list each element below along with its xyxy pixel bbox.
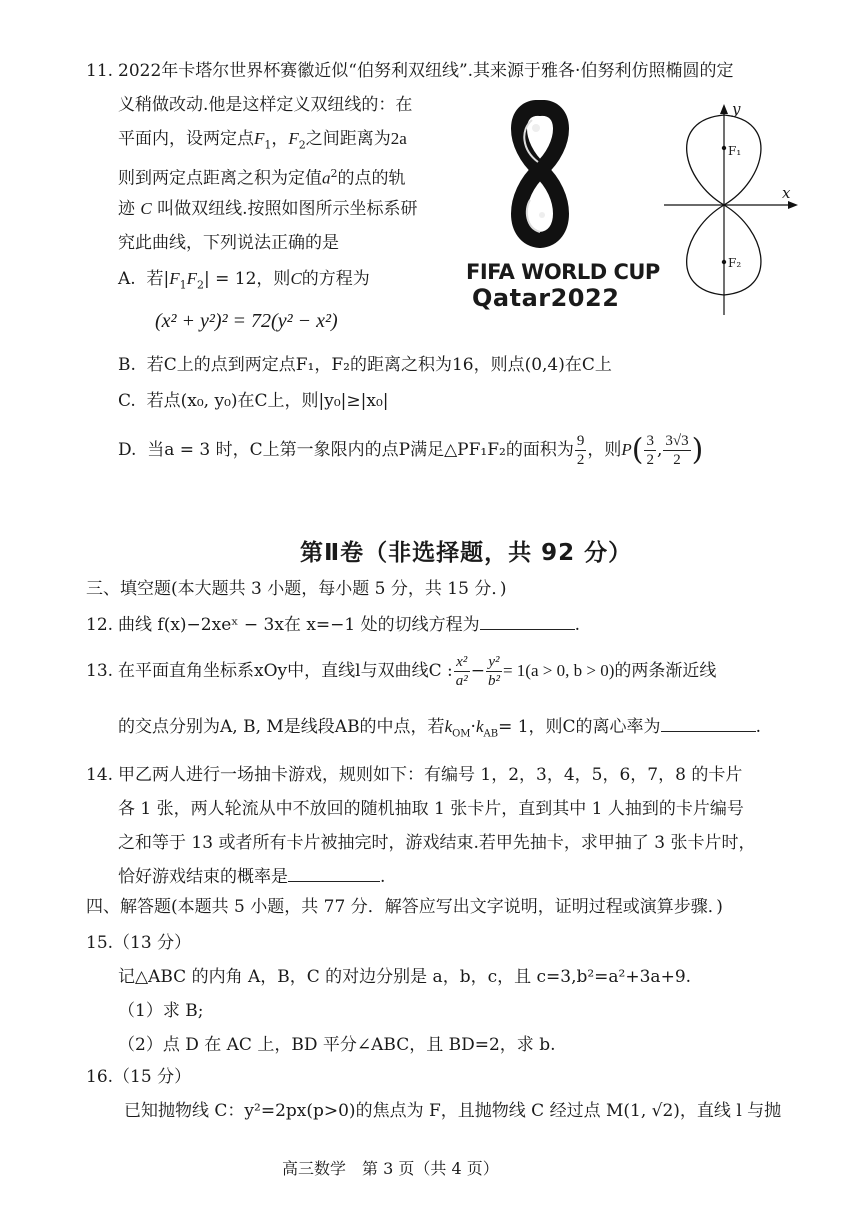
logo-text-line2: Qatar2022 bbox=[472, 284, 620, 312]
q11-line5: 迹 C 叫做双纽线.按照如图所示坐标系研 bbox=[118, 199, 418, 219]
graph-y-label: y bbox=[732, 100, 741, 118]
q15-sub2: （2）点 D 在 AC 上，BD 平分∠ABC，且 BD=2，求 b. bbox=[118, 1035, 556, 1055]
q11-option-c: C. 若点(x₀, y₀)在C上，则|y₀|≥|x₀| bbox=[118, 391, 389, 411]
qatar-emblem-icon bbox=[460, 100, 650, 250]
q11-option-a-equation: (x² + y²)² = 72(y² − x²) bbox=[155, 310, 338, 332]
part-3-header: 三、填空题(本大题共 3 小题，每小题 5 分，共 15 分．) bbox=[86, 579, 507, 599]
section-2-title: 第Ⅱ卷（非选择题，共 92 分） bbox=[300, 540, 633, 566]
q11-option-b: B. 若C上的点到两定点F₁，F₂的距离之积为16，则点(0,4)在C上 bbox=[118, 355, 612, 375]
q14-line3: 之和等于 13 或者所有卡片被抽完时，游戏结束.若甲先抽卡，求甲抽了 3 张卡片时， bbox=[118, 833, 756, 853]
q14-number: 14. bbox=[86, 765, 114, 785]
q14-line2: 各 1 张，两人轮流从中不放回的随机抽取 1 张卡片，直到其中 1 人抽到的卡片编号 bbox=[118, 799, 744, 819]
q14-line4: 恰好游戏结束的概率是 . bbox=[118, 867, 386, 887]
q13-line2: 的交点分别为A, B, M是线段AB的中点，若$k_{OM}\cdot k_{AB}= 1$，则C的离心率为 . bbox=[118, 717, 761, 740]
graph-x-label: x bbox=[782, 184, 791, 202]
q15-line1: 记△ABC 的内角 A，B，C 的对边分别是 a，b，c，且 c=3,b²=a²+3a+9. bbox=[118, 967, 692, 987]
graph-f2-label: F₂ bbox=[728, 256, 742, 270]
q13-line1: 在平面直角坐标系xOy中，直线l与双曲线C : $\frac{\text{x²}}{\text{a²}}$ − $\frac{\text{y²}}{\text{b²}}$ = 1(a > 0, b > 0)的两条渐近线 bbox=[118, 654, 717, 689]
q16-line1: 已知抛物线 C：y²=2px(p>0)的焦点为 F，且抛物线 C 经过点 M(1, √2)，直线 l 与抛 bbox=[124, 1101, 782, 1121]
q11-line3: 平面内，设两定点$F_1$，$F_2$之间距离为2a bbox=[118, 129, 407, 152]
graph-f1-label: F₁ bbox=[728, 144, 742, 158]
q11-line4: 则到两定点距离之积为定值$a^2$的点的轨 bbox=[118, 167, 406, 189]
q11-number: 11. bbox=[86, 61, 114, 81]
q15-number: 15.（13 分） bbox=[86, 933, 192, 953]
page-footer: 高三数学 第 3 页（共 4 页） bbox=[282, 1159, 499, 1178]
logo-text-line1: FIFA WORLD CUP bbox=[466, 260, 660, 284]
q12-text: 曲线 f(x)−2xeˣ − 3x在 x=−1 处的切线方程为 . bbox=[118, 615, 581, 635]
q16-number: 16.（15 分） bbox=[86, 1067, 192, 1087]
lemniscate-graph bbox=[662, 100, 802, 320]
q12-number: 12. bbox=[86, 615, 114, 635]
fifa-world-cup-logo bbox=[460, 100, 660, 315]
q15-sub1: （1）求 B; bbox=[118, 1001, 204, 1021]
q14-line1: 甲乙两人进行一场抽卡游戏，规则如下：有编号 1，2，3，4，5，6，7，8 的卡片 bbox=[118, 765, 743, 785]
q11-option-a: A. 若$|F_1F_2| = 12$，则C的方程为 bbox=[118, 269, 370, 292]
q13-number: 13. bbox=[86, 661, 114, 681]
q11-line2: 义稍做改动.他是这样定义双纽线的：在 bbox=[118, 95, 413, 115]
q11-line6: 究此曲线，下列说法正确的是 bbox=[118, 233, 339, 253]
q11-line1: 2022年卡塔尔世界杯赛徽近似“伯努利双纽线”.其来源于雅各·伯努利仿照椭圆的定 bbox=[118, 61, 734, 81]
q11-option-d: D. 当a = 3 时，C上第一象限内的点P满足△PF₁F₂的面积为 $\frac{9}{2}$ ，则P( $\frac{3}{2}$ , $\frac{3√3}{2}$ ) bbox=[118, 432, 704, 468]
lemniscate-figure bbox=[662, 100, 802, 320]
part-4-header: 四、解答题(本题共 5 小题，共 77 分．解答应写出文字说明，证明过程或演算步骤．) bbox=[86, 897, 723, 917]
